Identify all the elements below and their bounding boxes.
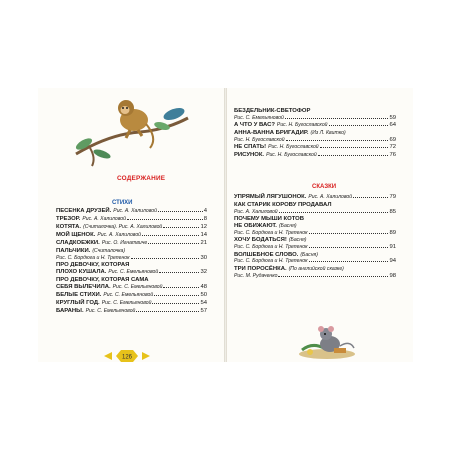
toc-credit-line: [234, 115, 396, 121]
toc-left: [56, 208, 207, 315]
section-title-poems: СТИХИ: [112, 200, 133, 206]
toc-entry[interactable]: [56, 292, 207, 299]
toc-line: [56, 216, 207, 223]
toc-title: ХОЧУ БОДАТЬСЯ!: [234, 237, 287, 244]
toc-line: [234, 266, 396, 273]
toc-title: КОТЯТА.: [56, 224, 82, 230]
toc-title: МОЙ ЩЕНОК.: [56, 232, 96, 238]
toc-credit: (Басня): [288, 237, 307, 244]
toc-right-poems: [234, 108, 396, 159]
toc-line: [56, 292, 207, 299]
toc-credit: Рис. Н. Бугославской: [276, 122, 328, 129]
toc-title: ПРО ДЕВОЧКУ, КОТОРАЯ САМА: [56, 277, 149, 284]
toc-title: УПРЯМЫЙ ЛЯГУШОНОК.: [234, 194, 307, 200]
toc-leader: [320, 147, 389, 148]
toc-entry[interactable]: [234, 130, 396, 143]
toc-credit: Рис. С. Бордюга и Н. Трепенок: [234, 230, 308, 237]
toc-entry[interactable]: [234, 122, 396, 129]
toc-entry[interactable]: [234, 108, 396, 121]
toc-line: [234, 237, 396, 244]
toc-title: КРУГЛЫЙ ГОД.: [56, 300, 100, 307]
toc-leader: [309, 233, 389, 234]
toc-page-number: 72: [389, 144, 396, 151]
toc-line: [56, 240, 207, 247]
toc-credit: Рис. М. Рудаченко: [234, 272, 278, 279]
toc-credit: (Считалочка): [92, 248, 126, 254]
toc-page-number: 12: [200, 224, 207, 230]
toc-leader: [158, 211, 203, 212]
toc-credit: Рис. С. Емельяновой: [101, 300, 152, 307]
toc-title: ПРО ДЕВОЧКУ, КОТОРАЯ: [56, 262, 130, 269]
toc-line: [234, 216, 396, 223]
toc-leader: [318, 155, 389, 156]
toc-line: [234, 194, 396, 201]
toc-title: ТРИ ПОРОСЁНКА.: [234, 265, 287, 272]
toc-title: ТРЕЗОР.: [56, 216, 81, 222]
toc-credit-line: [234, 209, 396, 215]
toc-credit-line: [234, 273, 396, 279]
toc-credit-line: [234, 137, 396, 143]
toc-page-number: 94: [389, 258, 396, 265]
toc-line: [56, 208, 207, 215]
mouse-illustration: [296, 320, 358, 360]
toc-credit: Рис. С. Емельяновой: [112, 284, 163, 291]
toc-credit: Рис. А. Халиловой: [82, 216, 126, 222]
toc-title: ПЛОХО КУШАЛА.: [56, 269, 107, 276]
toc-credit: Рис. С. Емельяновой: [85, 308, 136, 315]
toc-line: [234, 122, 396, 129]
toc-credit: (Басня): [278, 223, 297, 230]
toc-credit: Рис. О. Игнатвиче: [101, 240, 148, 246]
toc-line: [56, 248, 207, 255]
toc-entry[interactable]: [56, 224, 207, 231]
toc-page-number: 30: [200, 254, 207, 261]
toc-page-number: 21: [200, 240, 207, 246]
toc-title: АННА-ВАННА БРИГАДИР.: [234, 130, 309, 137]
toc-page-number: 50: [200, 292, 207, 299]
toc-leader: [131, 258, 200, 259]
page-number-badge: [104, 350, 150, 362]
toc-credit: Рис. А. Халиловой: [113, 208, 157, 214]
toc-title: БЕЗДЕЛЬНИК-СВЕТОФОР: [234, 108, 311, 114]
toc-title: ПАЛЬЧИКИ.: [56, 248, 91, 254]
toc-leader: [159, 272, 199, 273]
toc-page-number: 89: [389, 230, 396, 237]
toc-title: А ЧТО У ВАС?: [234, 122, 275, 129]
toc-credit: Рис. Н. Бугославской: [268, 144, 319, 151]
toc-leader: [136, 311, 199, 312]
toc-credit: Рис. А. Халиловой: [97, 232, 141, 238]
toc-line: [56, 300, 207, 307]
toc-page-number: 59: [389, 114, 396, 121]
toc-leader: [309, 261, 389, 262]
toc-page-number: 69: [389, 137, 396, 144]
toc-title: ВОЛШЕБНОЕ СЛОВО.: [234, 251, 299, 258]
toc-credit: (Считалочка). Рис. А. Халиловой: [83, 224, 163, 230]
toc-credit: Рис. С. Бордюга и Н. Трепенок: [234, 244, 308, 251]
toc-line: [234, 152, 396, 159]
toc-entry[interactable]: [56, 308, 207, 315]
toc-title: БАРАНЫ.: [56, 308, 84, 315]
toc-credit-line: [234, 230, 396, 236]
toc-leader: [142, 235, 199, 236]
toc-page-number: 48: [200, 284, 207, 291]
toc-credit: Рис. С. Емельяновой: [103, 292, 154, 299]
toc-entry[interactable]: [234, 152, 396, 159]
toc-line: [56, 269, 207, 276]
toc-credit: Рис. А. Халиловой: [308, 194, 353, 200]
book-spine: [224, 88, 227, 362]
toc-right-tales: [234, 194, 396, 279]
toc-leader: [163, 287, 199, 288]
toc-entry[interactable]: [56, 262, 207, 276]
toc-credit-line: [234, 258, 396, 264]
toc-page-number: 54: [200, 300, 207, 307]
toc-page-number: 91: [389, 244, 396, 251]
toc-entry[interactable]: [234, 144, 396, 151]
toc-entry[interactable]: [56, 240, 207, 247]
monkey-illustration: [70, 94, 194, 168]
toc-credit: Рис. С. Бордюга и Н. Трепенок: [234, 258, 308, 265]
toc-entry[interactable]: [234, 194, 396, 201]
toc-entry[interactable]: [234, 252, 396, 265]
toc-line: [234, 223, 396, 230]
toc-credit: (По английской сказке): [288, 265, 344, 272]
toc-leader: [353, 197, 388, 198]
toc-credit: (Басня): [300, 251, 318, 258]
toc-leader: [154, 295, 199, 296]
toc-credit: Рис. С. Бордюга и Н. Трепенок: [56, 254, 130, 261]
toc-credit-line: [234, 244, 396, 250]
toc-page-number: 4: [203, 208, 207, 214]
toc-page-number: 14: [200, 232, 207, 238]
toc-line: [56, 224, 207, 231]
toc-title: СЕБЯ ВЫЛЕЧИЛА.: [56, 284, 111, 291]
toc-page-number: 57: [200, 308, 207, 315]
toc-title: ПЕСЕНКА ДРУЗЕЙ.: [56, 208, 112, 214]
page-number: 126: [121, 354, 133, 361]
toc-credit: Рис. С. Емельяновой: [234, 114, 284, 121]
toc-page-number: 79: [389, 194, 396, 200]
toc-title: НЕ ОБИЖАЮТ.: [234, 223, 277, 230]
toc-line: [234, 202, 396, 209]
toc-leader: [279, 212, 389, 213]
toc-entry[interactable]: [234, 202, 396, 215]
toc-entry[interactable]: [56, 232, 207, 239]
toc-credit: Рис. Н. Бугославской: [234, 137, 285, 144]
toc-leader: [278, 276, 388, 277]
toc-entry[interactable]: [234, 266, 396, 279]
toc-line: [234, 144, 396, 151]
toc-leader: [152, 303, 199, 304]
toc-leader: [148, 243, 199, 244]
toc-page-number: 8: [203, 216, 207, 222]
toc-leader: [127, 219, 203, 220]
toc-credit: (Из Л. Квитко): [310, 130, 346, 137]
toc-page-number: 76: [389, 152, 396, 159]
toc-entry[interactable]: [234, 216, 396, 236]
toc-page-number: 64: [389, 122, 396, 129]
toc-entry[interactable]: [234, 237, 396, 250]
toc-entry[interactable]: [56, 248, 207, 261]
toc-line: [234, 252, 396, 259]
toc-line: [56, 284, 207, 291]
toc-line: [56, 277, 207, 284]
toc-leader: [309, 247, 389, 248]
toc-entry[interactable]: [56, 277, 207, 291]
toc-leader: [163, 227, 199, 228]
toc-leader: [286, 140, 389, 141]
toc-line: [56, 308, 207, 315]
toc-title: БЕЛЫЕ СТИХИ.: [56, 292, 102, 299]
toc-entry[interactable]: [56, 208, 207, 215]
toc-entry[interactable]: [56, 216, 207, 223]
toc-title: СЛАДКОЕЖКИ.: [56, 240, 100, 246]
toc-leader: [285, 118, 389, 119]
toc-title: НЕ СПАТЬ!: [234, 144, 267, 151]
toc-title: ПОЧЕМУ МЫШИ КОТОВ: [234, 216, 305, 223]
toc-credit: Рис. А. Халиловой: [234, 208, 278, 215]
toc-line: [56, 232, 207, 239]
toc-title: РИСУНОК.: [234, 152, 265, 159]
toc-credit-line: [56, 255, 207, 261]
contents-title: СОДЕРЖАНИЕ: [117, 175, 166, 182]
toc-line: [234, 108, 396, 115]
toc-page-number: 32: [200, 269, 207, 276]
toc-credit: Рис. С. Емельяновой: [108, 269, 159, 276]
toc-leader: [329, 125, 389, 126]
toc-entry[interactable]: [56, 300, 207, 307]
toc-credit: Рис. Н. Бугославской: [266, 152, 317, 159]
toc-page-number: 98: [389, 272, 396, 279]
toc-title: КАК СТАРИК КОРОВУ ПРОДАВАЛ: [234, 202, 332, 208]
section-title-tales: СКАЗКИ: [312, 184, 337, 190]
toc-page-number: 85: [389, 208, 396, 215]
